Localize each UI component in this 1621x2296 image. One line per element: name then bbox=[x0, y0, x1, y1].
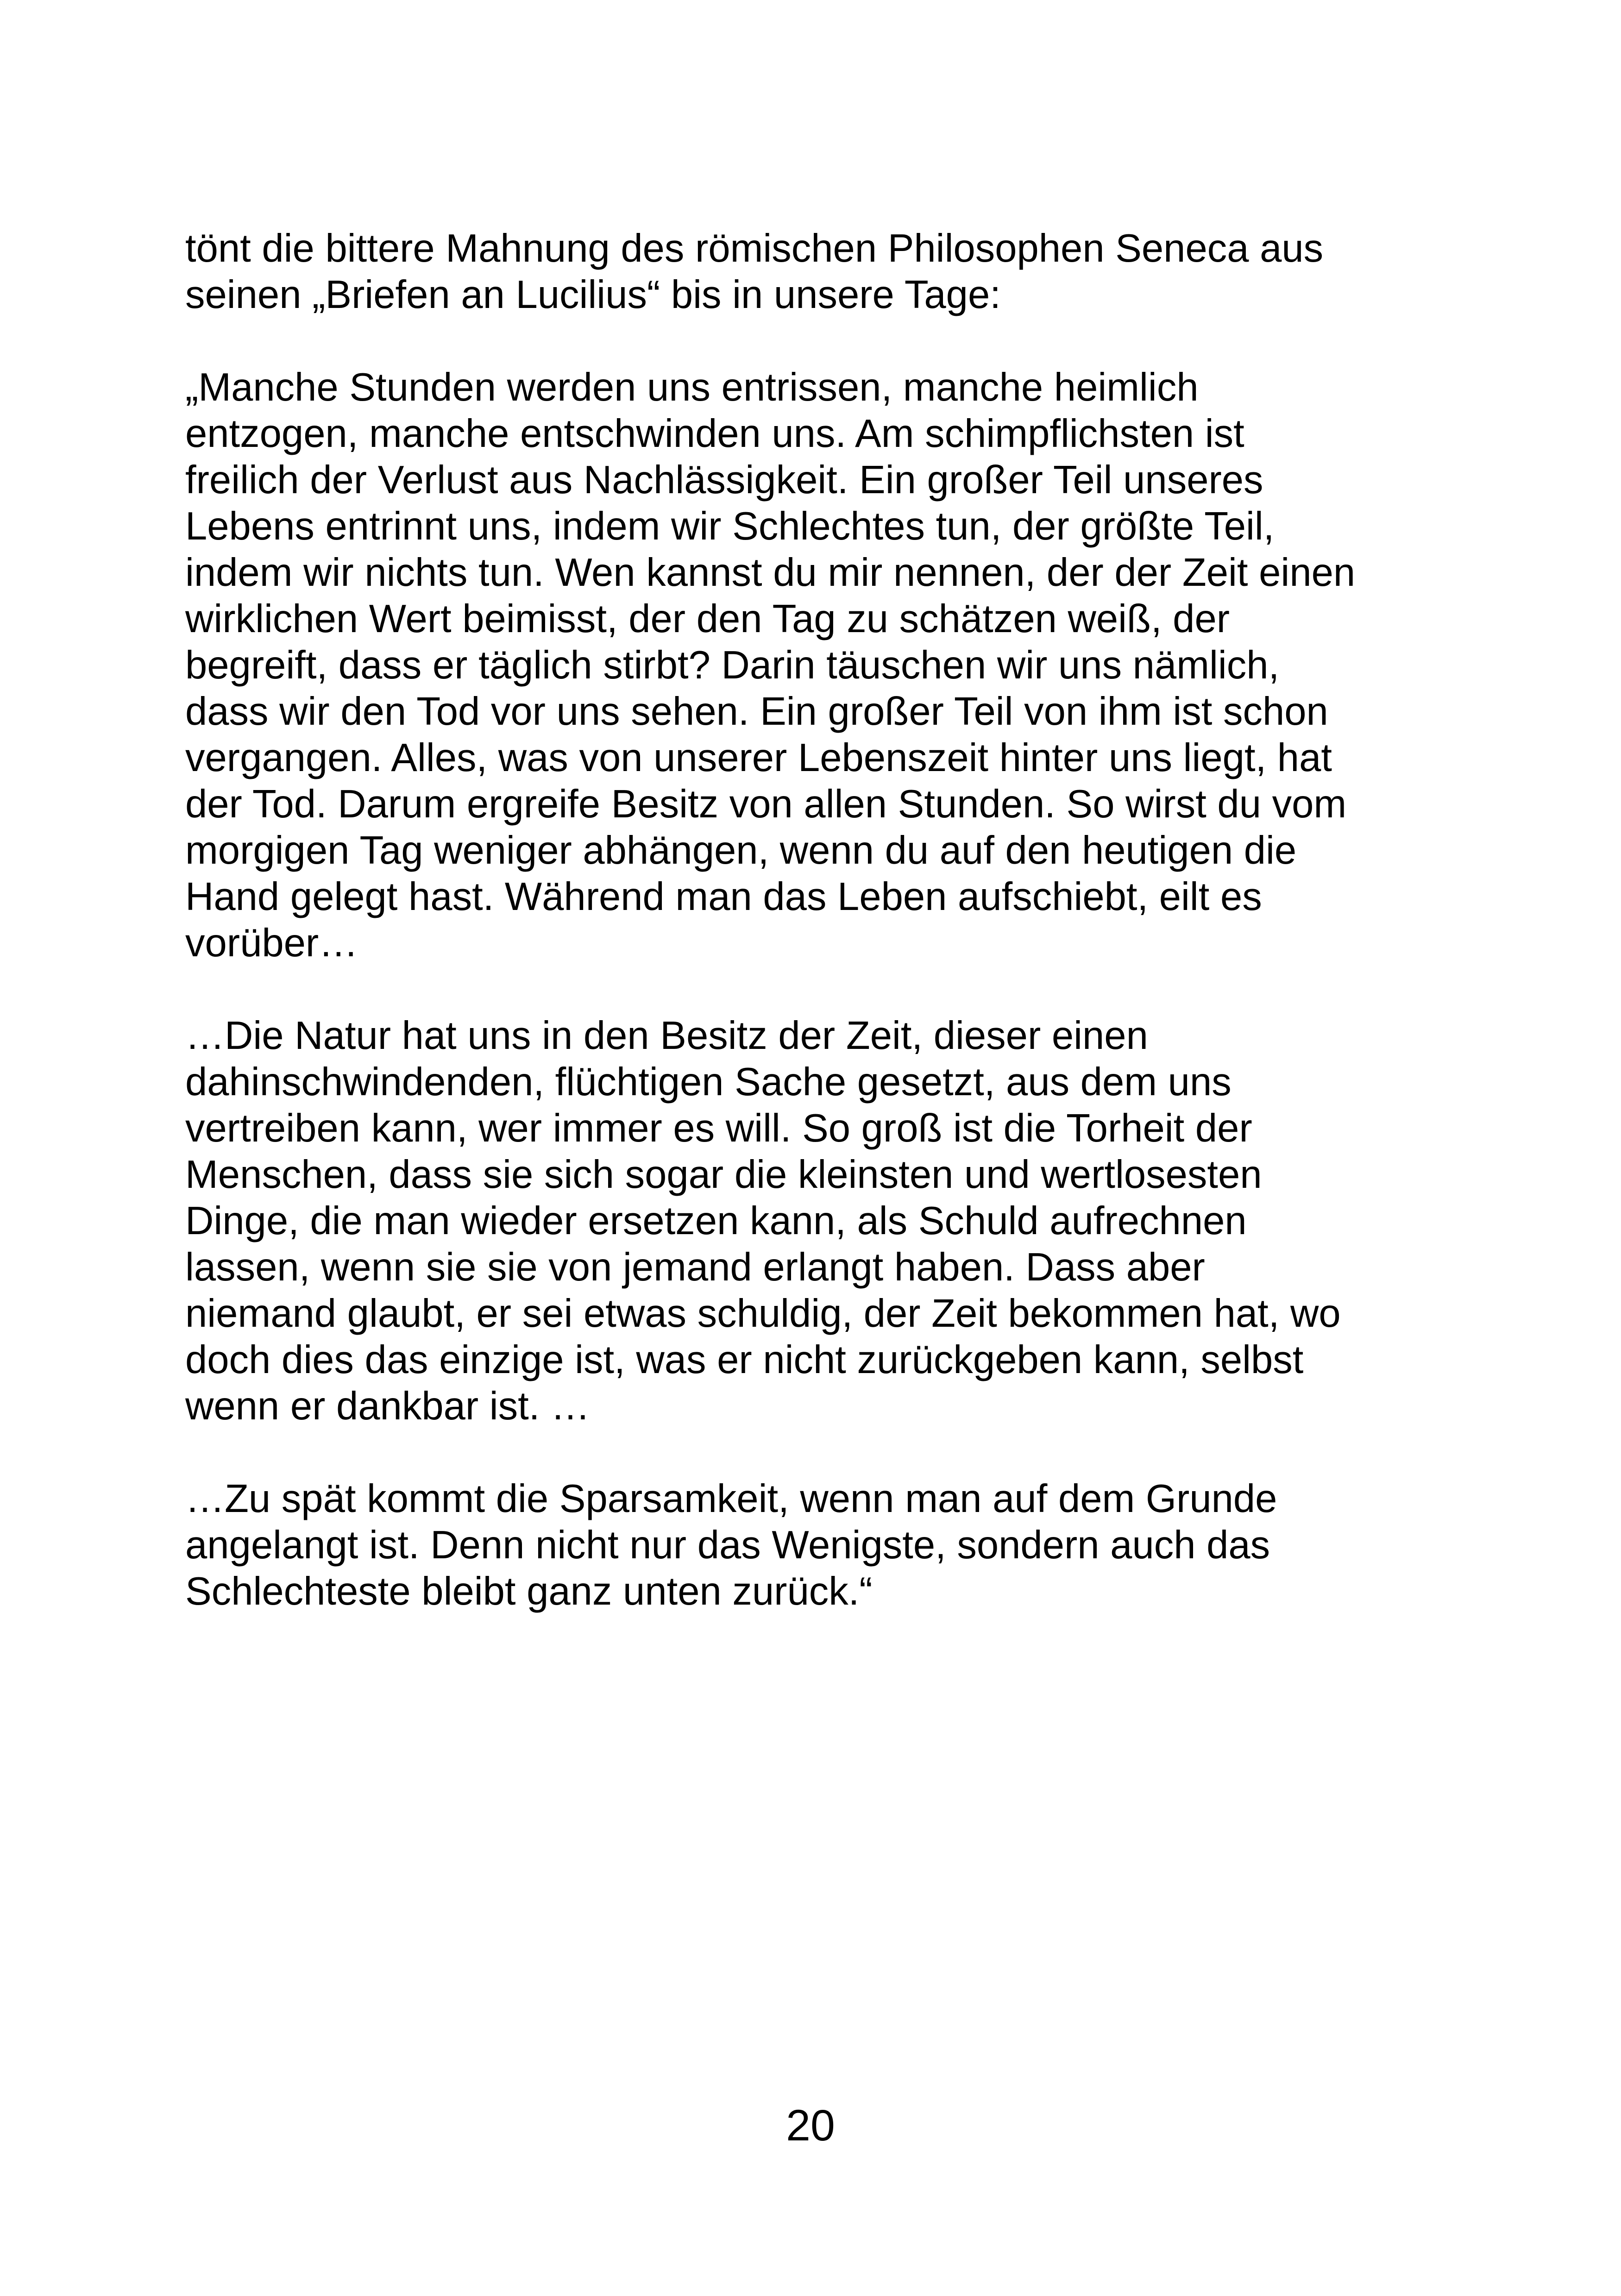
text-line: indem wir nichts tun. Wen kannst du mir nennen, der der Zeit einen bbox=[185, 551, 1356, 595]
text-line: begreift, dass er täglich stirbt? Darin täuschen wir uns nämlich, bbox=[185, 643, 1280, 687]
text-line: niemand glaubt, er sei etwas schuldig, der Zeit bekommen hat, wo bbox=[185, 1292, 1341, 1336]
text-line: „Manche Stunden werden uns entrissen, manche heimlich bbox=[185, 365, 1199, 409]
text-line: Schlechteste bleibt ganz unten zurück.“ bbox=[185, 1569, 873, 1613]
text-line: dass wir den Tod vor uns sehen. Ein großer Teil von ihm ist schon bbox=[185, 690, 1328, 734]
text-line: wenn er dankbar ist. … bbox=[185, 1384, 591, 1428]
paragraph-quote-1 bbox=[185, 364, 1464, 966]
text-line: dahinschwindenden, flüchtigen Sache gesetzt, aus dem uns bbox=[185, 1060, 1231, 1104]
text-line: morgigen Tag weniger abhängen, wenn du auf den heutigen die bbox=[185, 828, 1297, 872]
body-text bbox=[185, 226, 1464, 1615]
text-line: Hand gelegt hast. Während man das Leben aufschiebt, eilt es bbox=[185, 875, 1262, 919]
text-line: Dinge, die man wieder ersetzen kann, als Schuld aufrechnen bbox=[185, 1199, 1247, 1243]
text-line: vergangen. Alles, was von unserer Lebenszeit hinter uns liegt, hat bbox=[185, 736, 1332, 780]
text-line: entzogen, manche entschwinden uns. Am schimpflichsten ist bbox=[185, 412, 1244, 456]
paragraph-quote-3 bbox=[185, 1476, 1464, 1615]
text-line: …Zu spät kommt die Sparsamkeit, wenn man auf dem Grunde bbox=[185, 1477, 1277, 1521]
text-line: doch dies das einzige ist, was er nicht zurückgeben kann, selbst bbox=[185, 1338, 1304, 1382]
text-line: wirklichen Wert beimisst, der den Tag zu schätzen weiß, der bbox=[185, 597, 1230, 641]
paragraph-quote-2 bbox=[185, 1013, 1464, 1430]
text-line: freilich der Verlust aus Nachlässigkeit. Ein großer Teil unseres bbox=[185, 458, 1263, 502]
page-number: 20 bbox=[786, 2101, 835, 2150]
text-line: Lebens entrinnt uns, indem wir Schlechtes tun, der größte Teil, bbox=[185, 504, 1275, 548]
text-line: Menschen, dass sie sich sogar die kleinsten und wertlosesten bbox=[185, 1153, 1262, 1197]
text-line: angelangt ist. Denn nicht nur das Wenigste, sondern auch das bbox=[185, 1523, 1270, 1567]
text-line: vertreiben kann, wer immer es will. So groß ist die Torheit der bbox=[185, 1106, 1252, 1150]
text-line: der Tod. Darum ergreife Besitz von allen Stunden. So wirst du vom bbox=[185, 782, 1347, 826]
paragraph-intro bbox=[185, 226, 1464, 318]
text-line: lassen, wenn sie sie von jemand erlangt haben. Dass aber bbox=[185, 1245, 1205, 1289]
text-line: tönt die bittere Mahnung des römischen Philosophen Seneca aus bbox=[185, 226, 1324, 270]
text-line: …Die Natur hat uns in den Besitz der Zeit, dieser einen bbox=[185, 1014, 1148, 1058]
text-line: vorüber… bbox=[185, 921, 358, 965]
text-line: seinen „Briefen an Lucilius“ bis in unsere Tage: bbox=[185, 273, 1001, 317]
